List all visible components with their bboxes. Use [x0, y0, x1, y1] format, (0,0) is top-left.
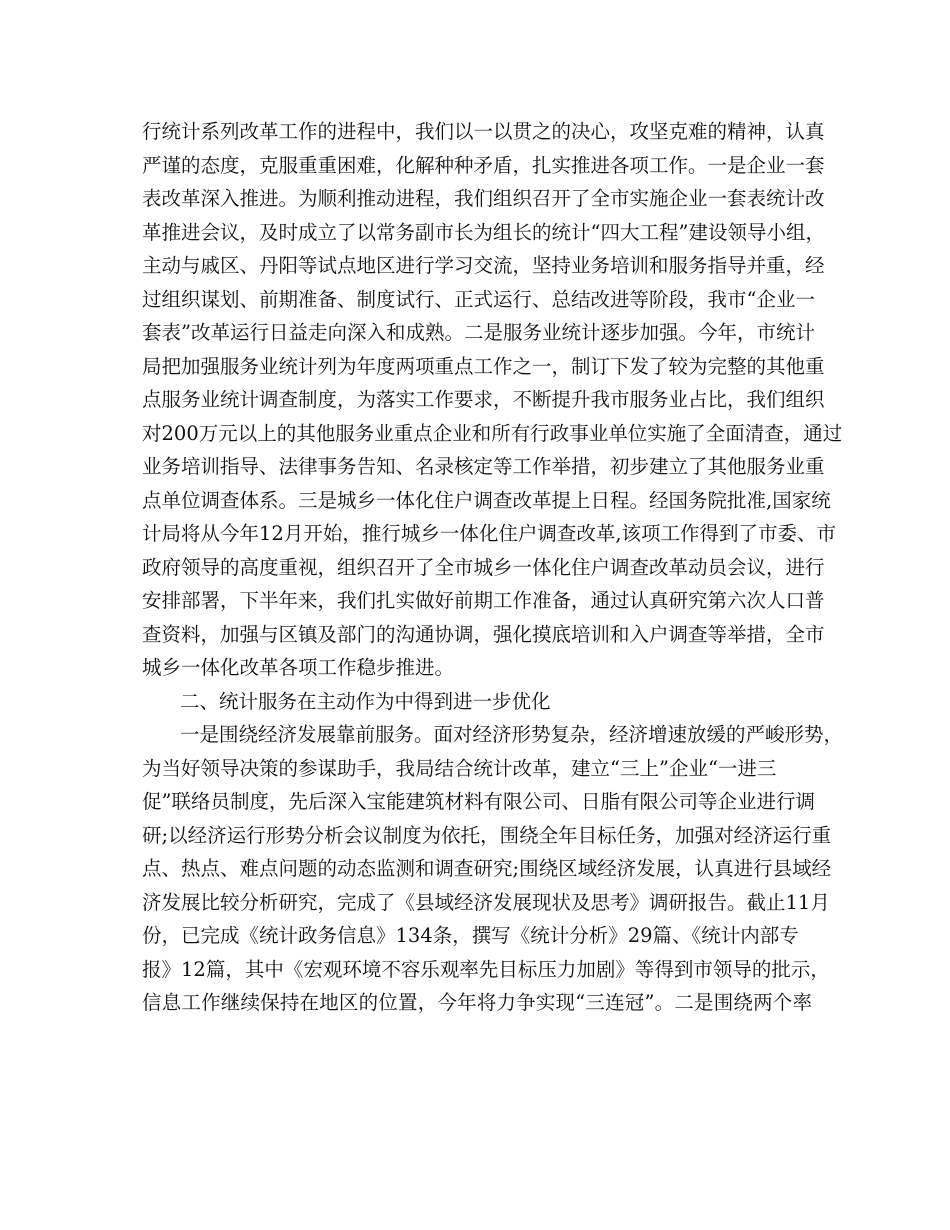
- text-line: 济发展比较分析研究，完成了《县域经济发展现状及思考》调研报告。截止11月: [142, 890, 830, 914]
- text-line: 计局将从今年12月开始，推行城乡一体化住户调查改革,该项工作得到了市委、市: [142, 522, 837, 545]
- text-line: 行统计系列改革工作的进程中，我们以一以贯之的决心，攻坚克难的精神，认真: [142, 120, 825, 143]
- text-line: 对200万元以上的其他服务业重点企业和所有行政事业单位实施了全面清查，通过: [142, 421, 843, 445]
- text-line: 局把加强服务业统计列为年度两项重点工作之一，制订下发了较为完整的其他重: [142, 354, 825, 378]
- text-line: 革推进会议，及时成立了以常务副市长为组长的统计“四大工程”建设领导小组，: [142, 220, 825, 244]
- text-line: 信息工作继续保持在地区的位置，今年将力争实现“三连冠”。二是围绕两个率: [142, 991, 812, 1014]
- text-line: 查资料，加强与区镇及部门的沟通协调，强化摸底培训和入户调查等举措，全市: [142, 622, 825, 646]
- text-line: 严谨的态度，克服重重困难，化解种种矛盾，扎实推进各项工作。一是企业一套: [142, 153, 825, 177]
- text-line: 过组织谋划、前期准备、制度试行、正式运行、总结改进等阶段，我市“企业一: [142, 287, 815, 311]
- body-text: [142, 115, 844, 1020]
- paragraph-end-line: 城乡一体化改革各项工作稳步推进。: [142, 656, 455, 679]
- text-line: 政府领导的高度重视，组织召开了全市城乡一体化住户调查改革动员会议，进行: [142, 555, 825, 579]
- text-line: 主动与戚区、丹阳等试点地区进行学习交流，坚持业务培训和服务指导并重，经: [142, 254, 825, 277]
- text-line: 促”联络员制度，先后深入宝能建筑材料有限公司、日脂有限公司等企业进行调: [142, 790, 815, 813]
- text-line: 研;以经济运行形势分析会议制度为依托，围绕全年目标任务，加强对经济运行重: [142, 823, 832, 847]
- text-line: 点单位调查体系。三是城乡一体化住户调查改革提上日程。经国务院批准,国家统: [142, 488, 831, 512]
- text-line: 报》12篇，其中《宏观环境不容乐观率先目标压力加剧》等得到市领导的批示，: [142, 957, 830, 981]
- text-line: 为当好领导决策的参谋助手，我局结合统计改革，建立“三上”企业“一进三: [142, 756, 777, 780]
- text-line: 表改革深入推进。为顺利推动进程，我们组织召开了全市实施企业一套表统计改: [142, 187, 825, 210]
- section-heading: 二、统计服务在主动作为中得到进一步优化: [180, 689, 551, 713]
- text-line: 份，已完成《统计政务信息》134条，撰写《统计分析》29篇、《统计内部专: [142, 924, 799, 947]
- text-line: 业务培训指导、法律事务告知、名录核定等工作举措，初步建立了其他服务业重: [142, 455, 825, 478]
- text-line: 点服务业统计调查制度，为落实工作要求，不断提升我市服务业占比，我们组织: [142, 388, 825, 411]
- text-line: 安排部署，下半年来，我们扎实做好前期工作准备，通过认真研究第六次人口普: [142, 589, 825, 612]
- text-line: 点、热点、难点问题的动态监测和调查研究;围绕区域经济发展，认真进行县域经: [142, 857, 832, 880]
- paragraph-first-line: 一是围绕经济发展靠前服务。面对经济形势复杂，经济增速放缓的严峻形势，: [180, 723, 844, 746]
- text-line: 套表”改革运行日益走向深入和成熟。二是服务业统计逐步加强。今年，市统计: [142, 321, 815, 344]
